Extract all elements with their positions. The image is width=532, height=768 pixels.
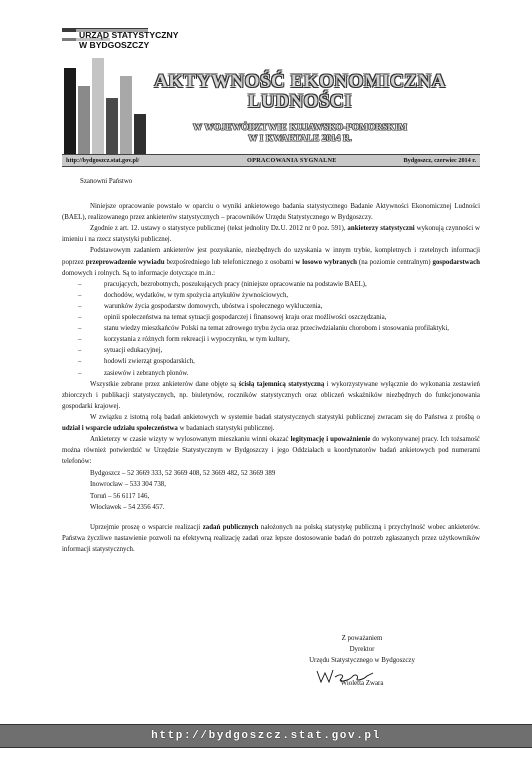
list-item: – opinii społeczeństwa na temat sytuacji gospodarczej i finansowej kraju oraz możliwości oszczędzania, — [78, 314, 387, 322]
emphasis-text: zadań publicznych — [202, 523, 259, 531]
paragraph-7: Uprzejmie proszę o wsparcie realizacji zadań publicznych nałożonych na polską statystykę publiczną i przychylność wobec ankieterów. Państwa życzliwe nastawienie pozwoli na efektywną realizację zadań oraz lepsze dostosowanie badań do potrzeb zgłaszanych przez użytkowników informacji statystycznych. — [62, 523, 480, 553]
paragraph-5: W związku z istotną rolą badań ankietowych w systemie badań statystycznych statystyki publicznej zwracam się do Państwa z prośbą o udział i wsparcie udziału społeczeństwa w badaniach statystyki publicznej. — [62, 413, 480, 432]
org-line-2: W BYDGOSZCZY — [79, 40, 150, 50]
list-item: – stanu wiedzy mieszkańców Polski na temat zdrowego trybu życia oraz przeciwdziałaniu chorobom i stosowania profilaktyki, — [78, 325, 449, 333]
paragraph-4: Wszystkie zebrane przez ankieterów dane objęte są ścisłą tajemnicą statystyczną i wykorzystywane wyłącznie do wykonania zestawień zbiorczych i publikacji statystycznych, np. biuletynów, roczników statystycznych oraz obliczeń wskaźników niezbędnych do funkcjonowania gospodarki krajowej. — [62, 380, 480, 410]
topics-list — [62, 279, 480, 379]
footer-url-link[interactable]: http://bydgoszcz.stat.gov.pl — [151, 730, 381, 742]
title-line-1: AKTYWNOŚĆ EKONOMICZNA — [154, 71, 446, 92]
paragraph-3: Podstawowym zadaniem ankieterów jest pozyskanie, niezbędnych do uzyskania w innym trybie, kompletnych i rzetelnych informacji poprzez przeprowadzenie wywiadu bezpośredniego lub telefonicznego z osobami w losowo wybranych (na poziomie centralnym) gospodarstwach domowych i rolnych. Są to informacje dotyczące m.in.: — [62, 247, 480, 277]
publication-date: Bydgoszcz, czerwiec 2014 r. — [403, 157, 476, 164]
page-footer — [0, 724, 532, 748]
signer-name: Wioletta Zwara — [340, 680, 384, 687]
closing-text: Z poważaniem — [341, 635, 383, 642]
paragraph-1: Niniejsze opracowanie powstało w oparciu o wyniki ankietowego badania statystycznego Badanie Aktywności Ekonomicznej Ludności (BAEL), realizowanego przez ankieterów statystycznych – pracowników Urzędu Statystycznego w Bydgoszczy. — [62, 203, 480, 222]
subtitle-line-1: W WOJEWÓDZTWIE KUJAWSKO-POMORSKIM — [192, 123, 408, 133]
subtitle-line-2: W I KWARTALE 2014 R. — [248, 134, 352, 144]
salutation: Szanowni Państwo — [80, 178, 133, 185]
list-item: – dochodów, wydatków, w tym spożycia artykułów żywnościowych, — [78, 291, 289, 299]
contact-numbers — [90, 468, 480, 512]
list-item: – zasiewów i zebranych plonów. — [78, 369, 189, 377]
publication-subtitle — [150, 123, 450, 145]
emphasis-text: udział i wsparcie udziału społeczeństwa — [62, 424, 178, 432]
title-line-2: LUDNOŚCI — [247, 91, 353, 112]
header-url-link[interactable]: http://bydgoszcz.stat.gov.pl/ — [66, 157, 140, 164]
contact-line: Toruń – 56 6117 146, — [90, 492, 150, 500]
list-item: – korzystania z różnych form rekreacji i wypoczynku, w tym kultury, — [78, 336, 290, 344]
list-item: – warunków życia gospodarstw domowych, ubóstwa i społecznego wykluczenia, — [78, 302, 323, 310]
emphasis-text: przeprowadzenie wywiadu — [85, 258, 165, 266]
publication-title — [150, 72, 450, 112]
list-item: – hodowli zwierząt gospodarskich, — [78, 358, 195, 366]
list-item: – sytuacji edukacyjnej, — [78, 347, 163, 355]
emphasis-text: legitymację i upoważnienie — [290, 436, 371, 444]
signer-office: Urzędu Statystycznego w Bydgoszczy — [309, 657, 415, 664]
contact-line: Włocławek – 54 2356 457. — [90, 503, 165, 511]
page-header — [0, 0, 532, 172]
paragraph-2: Zgodnie z art. 12. ustawy o statystyce publicznej (tekst jednolity Dz.U. 2012 nr 0 poz. 591), ankieterzy statystyczni wykonują czynności w imieniu i na rzecz statystyki publicznej. — [62, 225, 481, 244]
contact-line: Bydgoszcz – 52 3669 333, 52 3669 408, 52 3669 482, 52 3669 389 — [90, 470, 276, 478]
signer-role: Dyrektor — [349, 646, 375, 653]
org-line-1: URZĄD STATYSTYCZNY — [79, 30, 179, 40]
letter-body — [62, 176, 480, 555]
emphasis-text: ścisłą tajemnicą statystyczną — [238, 380, 325, 388]
series-label: OPRACOWANIA SYGNALNE — [247, 157, 337, 164]
info-strip — [62, 154, 480, 167]
emphasis-text: ankieterzy statystyczni — [347, 225, 415, 233]
list-item: – pracujących, bezrobotnych, poszukujących pracy (niniejsze opracowanie na podstawie BAEL), — [78, 280, 367, 288]
emphasis-text: w losowo wybranych — [295, 258, 357, 266]
paragraph-6: Ankieterzy w czasie wizyty w wylosowanym mieszkaniu winni okazać legitymację i upoważnienie do wykonywanej pracy. Ich tożsamość można również potwierdzić w Urzędzie Statystycznym w Bydgoszczy i jego Oddziałach u koordynatorów badań ankietowych pod numerami telefonów: — [62, 436, 480, 466]
organization-name — [76, 29, 181, 51]
handwritten-signature — [315, 667, 375, 685]
emphasis-text: gospodarstwach — [432, 258, 480, 266]
contact-line: Inowrocław – 533 304 738, — [90, 481, 166, 489]
